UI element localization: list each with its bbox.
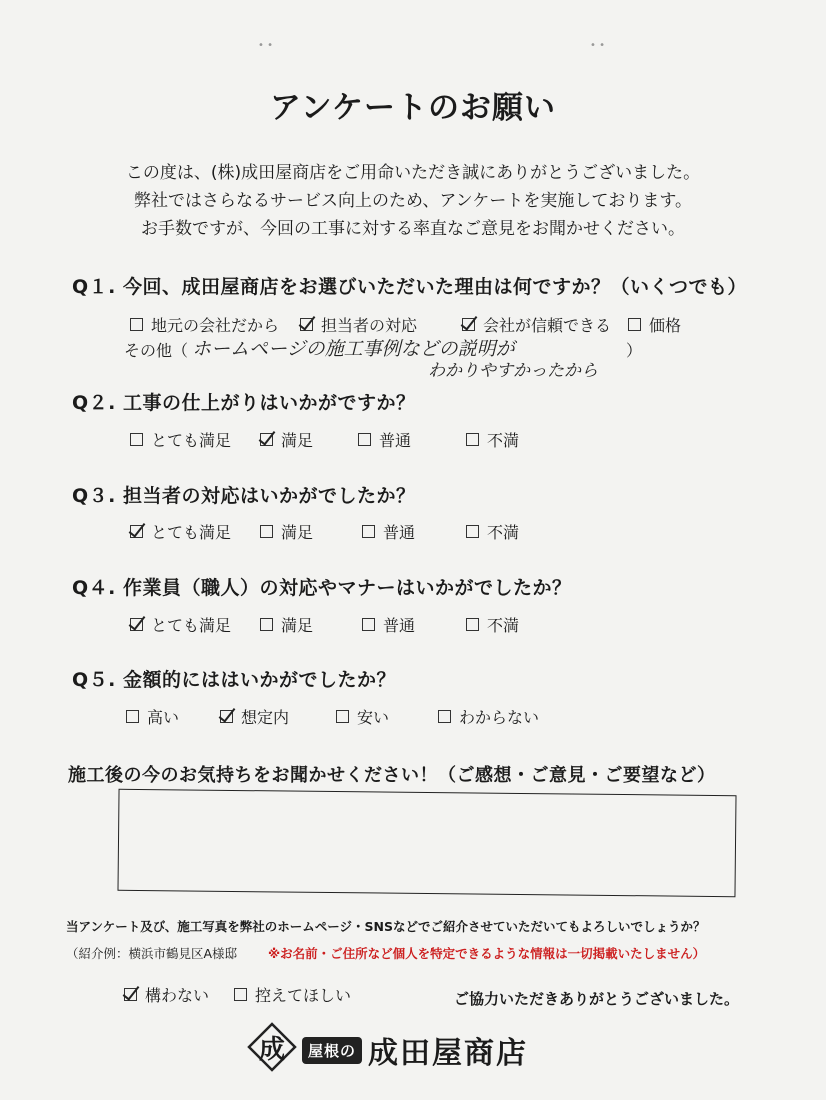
q2-label: Q２. 工事の仕上がりはいかがですか？: [72, 392, 416, 414]
consent-example: （紹介例：横浜市鶴見区A様邸: [66, 946, 238, 961]
checkbox-icon[interactable]: [130, 318, 143, 331]
checkbox-icon[interactable]: [362, 618, 375, 631]
punch-mark-left: • •: [258, 40, 273, 51]
checkbox-icon[interactable]: [358, 433, 371, 446]
checkbox-icon[interactable]: [466, 618, 479, 631]
checkbox-icon[interactable]: [126, 710, 139, 723]
checkbox-icon[interactable]: [234, 988, 247, 1001]
page-title: アンケートのお願い: [269, 90, 557, 126]
q1-option-price[interactable]: 価格: [628, 313, 681, 336]
q5-option-expensive[interactable]: 高い: [126, 705, 179, 728]
q3-label: Q３. 担当者の対応はいかがでしたか？: [72, 485, 416, 507]
checkbox-icon[interactable]: [466, 525, 479, 538]
q1-option-local[interactable]: 地元の会社だから: [130, 313, 279, 336]
q1-other-answer-line-2[interactable]: わかりやすかったから: [428, 361, 598, 381]
q5-option-as-expected[interactable]: 想定内: [220, 705, 289, 728]
consent-question: 当アンケート及び、施工写真を弊社のホームページ・SNSなどでご紹介させていただいてもよろしいでしょうか？: [66, 919, 706, 934]
company-logo-text: [302, 1028, 528, 1072]
checkbox-icon[interactable]: [336, 710, 349, 723]
intro-line-3: お手数ですが、今回の工事に対する率直なご意見をお聞かせください。: [141, 219, 685, 239]
checkbox-icon[interactable]: [300, 318, 313, 331]
q1-other-answer-line-1[interactable]: ホームページの施工事例などの説明が: [192, 338, 515, 360]
checkbox-icon[interactable]: [466, 433, 479, 446]
checkbox-icon[interactable]: [628, 318, 641, 331]
q3-option-satisfied[interactable]: 満足: [260, 520, 313, 543]
checkbox-icon[interactable]: [362, 525, 375, 538]
thanks-message: ご協力いただきありがとうございました。: [454, 990, 740, 1008]
q4-option-unsatisfied[interactable]: 不満: [466, 613, 519, 636]
checkbox-icon[interactable]: [260, 433, 273, 446]
q2-option-unsatisfied[interactable]: 不満: [466, 428, 519, 451]
checkbox-icon[interactable]: [130, 433, 143, 446]
q4-option-satisfied[interactable]: 満足: [260, 613, 313, 636]
logo-pill: 屋根の: [302, 1037, 362, 1064]
checkbox-icon[interactable]: [124, 988, 137, 1001]
checkbox-icon[interactable]: [130, 525, 143, 538]
punch-mark-right: • •: [590, 40, 605, 51]
privacy-notice: ※お名前・ご住所など個人を特定できるような情報は一切掲載いたしません）: [268, 946, 706, 961]
feedback-text: [119, 790, 735, 812]
q1-other-label: その他（: [124, 341, 189, 360]
q4-label: Q４. 作業員（職人）の対応やマナーはいかがでしたか？: [72, 577, 572, 599]
q4-option-very-satisfied[interactable]: とても満足: [130, 613, 231, 636]
logo-mark-text: 成: [258, 1034, 285, 1065]
q2-option-very-satisfied[interactable]: とても満足: [130, 428, 231, 451]
consent-option-ok[interactable]: 構わない: [124, 983, 209, 1006]
checkbox-icon[interactable]: [220, 710, 233, 723]
q1-option-staff[interactable]: 担当者の対応: [300, 313, 417, 336]
checkbox-icon[interactable]: [130, 618, 143, 631]
q5-label: Q５. 金額的にははいかがでしたか？: [72, 669, 396, 691]
checkbox-icon[interactable]: [438, 710, 451, 723]
intro-line-1: この度は、(株)成田屋商店をご用命いただき誠にありがとうございました。: [125, 163, 701, 183]
feedback-textarea[interactable]: [117, 789, 736, 897]
q5-option-unknown[interactable]: わからない: [438, 705, 539, 728]
q1-option-trust[interactable]: 会社が信頼できる: [462, 313, 611, 336]
q2-option-satisfied[interactable]: 満足: [260, 428, 313, 451]
q3-option-very-satisfied[interactable]: とても満足: [130, 520, 231, 543]
q1-other-close: ）: [626, 341, 643, 360]
company-name: 成田屋商店: [368, 1036, 529, 1071]
q1-label: Q１. 今回、成田屋商店をお選びいただいた理由は何ですか？（いくつでも）: [72, 276, 747, 298]
feedback-label: 施工後の今のお気持ちをお聞かせください！（ご感想・ご意見・ご要望など）: [68, 765, 716, 786]
q3-option-normal[interactable]: 普通: [362, 520, 415, 543]
q3-option-unsatisfied[interactable]: 不満: [466, 520, 519, 543]
consent-option-decline[interactable]: 控えてほしい: [234, 983, 351, 1006]
checkbox-icon[interactable]: [462, 318, 475, 331]
company-logo-mark: [247, 1022, 297, 1072]
q4-option-normal[interactable]: 普通: [362, 613, 415, 636]
checkbox-icon[interactable]: [260, 525, 273, 538]
checkbox-icon[interactable]: [260, 618, 273, 631]
q5-option-cheap[interactable]: 安い: [336, 705, 389, 728]
q2-option-normal[interactable]: 普通: [358, 428, 411, 451]
intro-line-2: 弊社ではさらなるサービス向上のため、アンケートを実施しております。: [134, 191, 692, 211]
